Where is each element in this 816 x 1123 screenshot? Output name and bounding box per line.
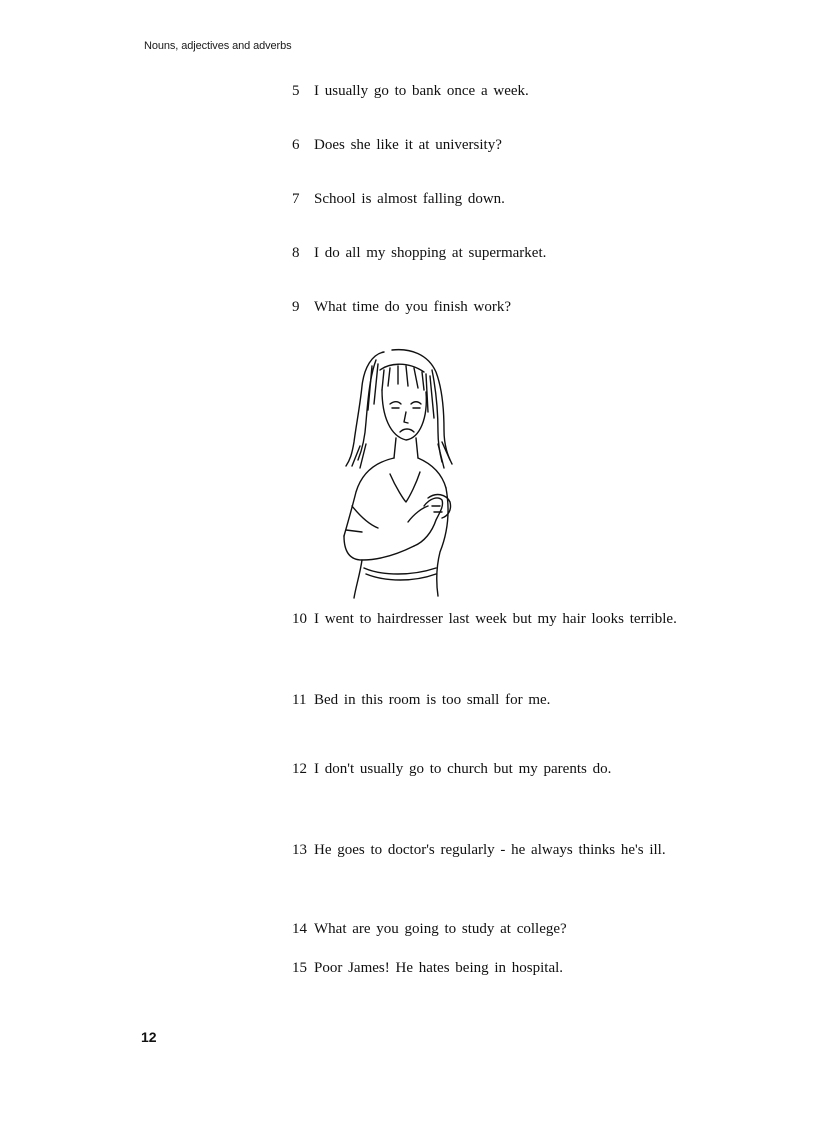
item-number: 12 (292, 761, 307, 777)
exercise-item-9 (292, 299, 511, 316)
item-text: I don't usually go to church but my parents do. (314, 761, 612, 777)
item-number: 7 (292, 191, 300, 207)
item-text: Does she like it at university? (314, 137, 502, 153)
woman-bad-haircut-illustration (332, 346, 472, 602)
item-text: He goes to doctor's regularly - he always thinks he's ill. (314, 842, 666, 858)
item-number: 11 (292, 692, 307, 708)
exercise-item-7 (292, 191, 505, 208)
item-number: 9 (292, 299, 300, 315)
exercise-item-14 (292, 921, 567, 938)
item-number: 10 (292, 611, 307, 627)
exercise-item-15 (292, 960, 563, 977)
item-text: I do all my shopping at supermarket. (314, 245, 547, 261)
item-text: Bed in this room is too small for me. (314, 692, 551, 708)
exercise-item-8 (292, 245, 546, 262)
exercise-item-13 (292, 842, 666, 859)
exercise-item-10 (292, 611, 677, 628)
page-number: 12 (141, 1029, 157, 1045)
item-number: 13 (292, 842, 307, 858)
item-number: 14 (292, 921, 307, 937)
item-text: What time do you finish work? (314, 299, 512, 315)
item-text: I usually go to bank once a week. (314, 83, 529, 99)
item-text: Poor James! He hates being in hospital. (314, 960, 564, 976)
item-number: 15 (292, 960, 307, 976)
exercise-item-11 (292, 692, 550, 709)
item-number: 5 (292, 83, 300, 99)
running-head: Nouns, adjectives and adverbs (144, 40, 292, 52)
exercise-item-5 (292, 83, 529, 100)
item-text: School is almost falling down. (314, 191, 505, 207)
item-text: What are you going to study at college? (314, 921, 567, 937)
item-text: I went to hairdresser last week but my hair looks terrible. (314, 611, 677, 627)
item-number: 6 (292, 137, 300, 153)
exercise-item-12 (292, 761, 611, 778)
item-number: 8 (292, 245, 300, 261)
exercise-item-6 (292, 137, 502, 154)
